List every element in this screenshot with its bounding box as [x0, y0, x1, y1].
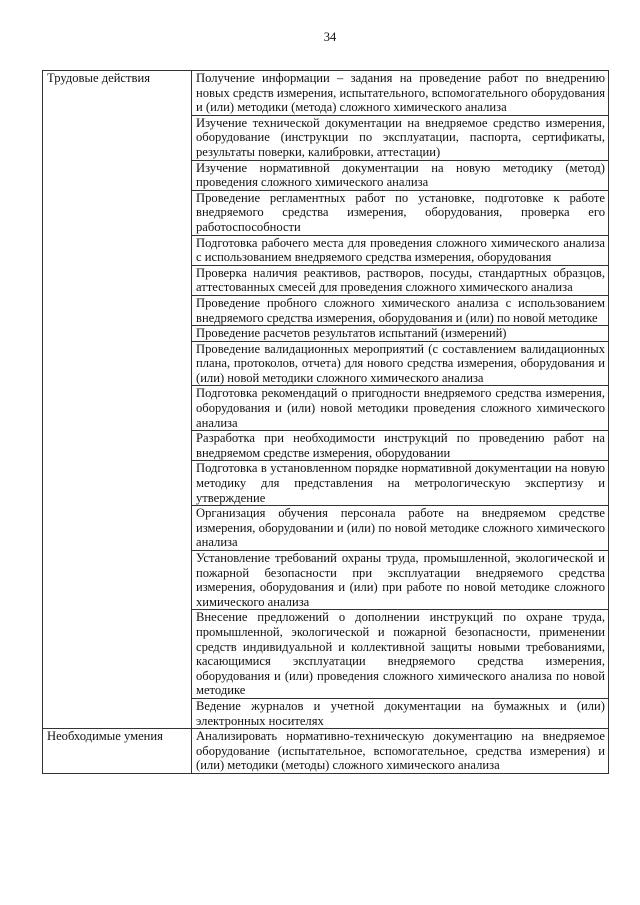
- table-cell: Проведение пробного сложного химического анализа с использованием внедряемого средства измерения, оборудования и (или) по новой методике: [192, 295, 609, 325]
- requirements-table: [42, 70, 609, 774]
- table-cell: Проведение расчетов результатов испытаний (измерений): [192, 326, 609, 342]
- table-cell: Изучение нормативной документации на новую методику (метод) проведения сложного химического анализа: [192, 160, 609, 190]
- table-cell: Установление требований охраны труда, промышленной, экологической и пожарной безопасности при эксплуатации внедряемого средства измерения, оборудования и (или) при работе по новой методике сложного химического анализа: [192, 551, 609, 610]
- table-cell: Подготовка рекомендаций о пригодности внедряемого средства измерения, оборудования и (или) новой методики проведения сложного химического анализа: [192, 386, 609, 431]
- page-number: 34: [323, 30, 337, 44]
- table-cell: Подготовка рабочего места для проведения сложного химического анализа с использованием внедряемого средства измерения, оборудования: [192, 235, 609, 265]
- table-cell: Проведение регламентных работ по установке, подготовке к работе внедряемого средства измерения, оборудования, проверка его работоспособности: [192, 190, 609, 235]
- section-label: Необходимые умения: [43, 729, 192, 774]
- table-cell: Изучение технической документации на внедряемое средство измерения, оборудование (инструкции по эксплуатации, паспорта, сертификаты, результаты поверки, калибровки, аттестации): [192, 115, 609, 160]
- table-cell: Анализировать нормативно-техническую документацию на внедряемое оборудование (испытательное, вспомогательное, средства измерения) и (или) методики (методы) сложного химического анализа: [192, 729, 609, 774]
- table-cell: Подготовка в установленном порядке нормативной документации на новую методику для представления на метрологическую экспертизу и утверждение: [192, 461, 609, 506]
- section-label: Трудовые действия: [43, 71, 192, 729]
- table-cell: Проведение валидационных мероприятий (с составлением валидационных плана, протоколов, отчета) для нового средства измерения, оборудования и (или) новой методики сложного химического анализа: [192, 341, 609, 386]
- table-cell: Проверка наличия реактивов, растворов, посуды, стандартных образцов, аттестованных смесей для проведения сложного химического анализа: [192, 265, 609, 295]
- table-cell: Внесение предложений о дополнении инструкций по охране труда, промышленной, экологической и пожарной безопасности, применении средств индивидуальной и коллективной защиты новыми требованиями, касающимися эксплуатации внедряемого средства измерения, оборудования и (или) проведения сложного химического анализа по новой методике: [192, 610, 609, 699]
- table-row: [43, 71, 609, 116]
- table-cell: Ведение журналов и учетной документации на бумажных и (или) электронных носителях: [192, 698, 609, 728]
- table-cell: Получение информации – задания на проведение работ по внедрению новых средств измерения, испытательного, вспомогательного оборудования и (или) методики (метода) сложного химического анализа: [192, 71, 609, 116]
- table-row: [43, 729, 609, 774]
- table-cell: Организация обучения персонала работе на внедряемом средстве измерения, оборудовании и (или) по новой методике сложного химического анализа: [192, 506, 609, 551]
- table-cell: Разработка при необходимости инструкций по проведению работ на внедряемом средстве измерения, оборудовании: [192, 431, 609, 461]
